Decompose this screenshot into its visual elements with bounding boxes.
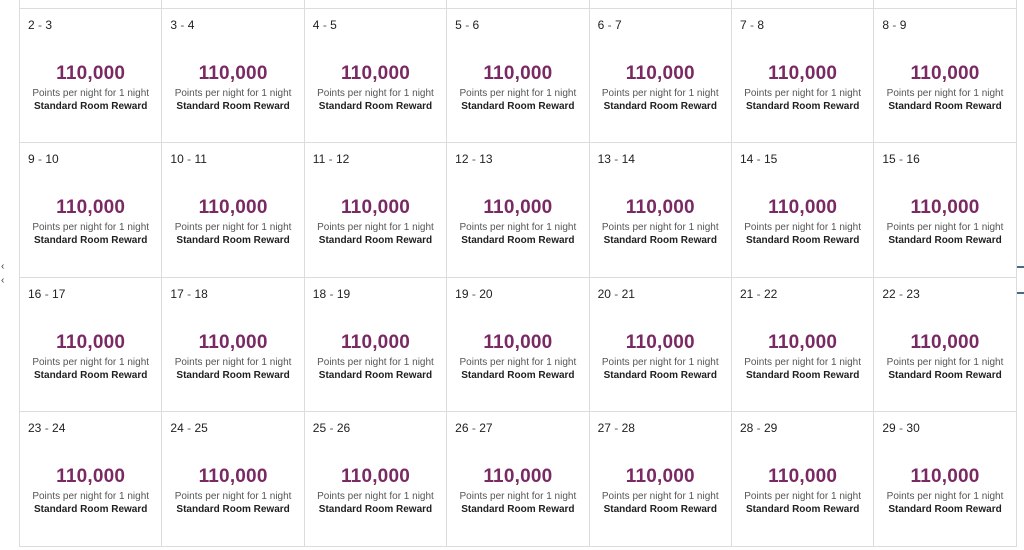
calendar-day-cell[interactable] <box>732 278 874 413</box>
calendar-day-cell[interactable] <box>732 0 874 9</box>
check-out-date: 22 <box>764 286 778 301</box>
date-range <box>455 287 492 301</box>
points-value: 110,000 <box>198 466 268 487</box>
points-label: Points per night for 1 night <box>886 222 1004 233</box>
date-separator: - <box>756 152 761 166</box>
date-separator: - <box>44 286 49 301</box>
date-range <box>598 421 635 435</box>
points-label: Points per night for 1 night <box>174 356 292 368</box>
date-range <box>740 152 777 166</box>
date-separator: - <box>187 152 192 166</box>
date-separator: - <box>329 421 334 435</box>
check-in-date: 7 <box>739 17 747 32</box>
date-range <box>313 287 350 301</box>
points-value: 110,000 <box>768 62 838 84</box>
calendar-day-cell[interactable] <box>732 143 874 278</box>
calendar-day-cell[interactable] <box>162 9 304 144</box>
check-out-date: 5 <box>330 17 337 32</box>
date-range <box>882 152 919 166</box>
calendar-day-cell[interactable] <box>305 278 447 413</box>
check-out-date: 9 <box>899 17 907 32</box>
check-out-date: 11 <box>194 152 207 166</box>
date-separator: - <box>465 17 470 32</box>
check-out-date: 26 <box>336 421 351 435</box>
reward-type: Standard Room Reward <box>745 100 860 112</box>
date-range <box>313 18 337 32</box>
calendar-day-cell[interactable] <box>874 412 1016 547</box>
date-separator: - <box>892 17 897 32</box>
points-value: 110,000 <box>910 466 980 487</box>
points-label: Points per night for 1 night <box>744 87 862 99</box>
check-out-date: 16 <box>906 152 920 166</box>
check-out-date: 3 <box>45 17 53 32</box>
date-separator: - <box>187 421 192 435</box>
reward-type: Standard Room Reward <box>461 504 575 515</box>
date-range <box>28 152 59 166</box>
date-range <box>313 152 350 166</box>
points-value: 110,000 <box>198 197 268 218</box>
points-value: 110,000 <box>56 197 126 218</box>
date-separator: - <box>471 286 476 301</box>
check-in-date: 24 <box>170 421 184 435</box>
date-separator: - <box>322 17 327 32</box>
date-separator: - <box>44 421 49 435</box>
reward-type: Standard Room Reward <box>461 369 575 381</box>
check-out-date: 30 <box>906 421 920 435</box>
date-separator: - <box>899 421 904 435</box>
calendar-day-cell[interactable] <box>20 412 162 547</box>
date-separator: - <box>187 286 192 301</box>
reward-type: Standard Room Reward <box>603 100 717 112</box>
check-in-date: 14 <box>739 152 754 166</box>
date-range <box>740 287 777 301</box>
check-out-date: 23 <box>906 286 920 301</box>
calendar-day-cell[interactable] <box>447 143 589 278</box>
check-out-date: 6 <box>472 17 480 32</box>
points-label: Points per night for 1 night <box>601 222 719 233</box>
calendar-grid <box>19 0 1018 547</box>
check-out-date: 21 <box>621 286 635 301</box>
calendar-day-cell[interactable] <box>20 278 162 413</box>
calendar-day-cell[interactable] <box>447 412 589 547</box>
check-out-date: 17 <box>52 286 66 301</box>
points-label: Points per night for 1 night <box>459 356 577 368</box>
check-in-date: 18 <box>312 286 327 301</box>
reward-type: Standard Room Reward <box>603 369 717 381</box>
check-in-date: 26 <box>455 421 469 435</box>
calendar-day-cell[interactable] <box>874 278 1016 413</box>
calendar-day-cell[interactable] <box>305 412 447 547</box>
calendar-day-cell[interactable] <box>305 143 447 278</box>
calendar-day-cell[interactable] <box>162 412 304 547</box>
check-in-date: 13 <box>597 152 611 166</box>
calendar-day-cell[interactable] <box>162 278 304 413</box>
points-label: Points per night for 1 night <box>601 356 719 368</box>
reward-type: Standard Room Reward <box>888 235 1002 246</box>
date-range <box>598 18 622 32</box>
points-value: 110,000 <box>198 331 268 353</box>
reward-type: Standard Room Reward <box>318 504 433 515</box>
points-label: Points per night for 1 night <box>459 491 577 502</box>
reward-type: Standard Room Reward <box>176 369 290 381</box>
check-in-date: 4 <box>312 17 320 32</box>
calendar-day-cell[interactable] <box>447 9 589 144</box>
date-range <box>598 152 635 166</box>
date-range <box>28 287 65 301</box>
check-in-date: 21 <box>739 286 754 301</box>
check-in-date: 29 <box>882 421 896 435</box>
points-label: Points per night for 1 night <box>744 491 862 502</box>
reward-type: Standard Room Reward <box>176 100 290 112</box>
reward-type: Standard Room Reward <box>318 100 433 112</box>
calendar-day-cell[interactable] <box>162 143 304 278</box>
date-range <box>882 287 919 301</box>
date-separator: - <box>329 286 334 301</box>
check-in-date: 5 <box>455 17 462 32</box>
calendar-day-cell[interactable] <box>447 0 589 9</box>
reward-type: Standard Room Reward <box>34 235 148 246</box>
calendar-day-cell[interactable] <box>590 412 732 547</box>
reward-type: Standard Room Reward <box>461 235 575 246</box>
calendar-day-cell[interactable] <box>447 278 589 413</box>
points-label: Points per night for 1 night <box>886 87 1004 99</box>
date-range <box>28 18 52 32</box>
points-label: Points per night for 1 night <box>317 87 434 99</box>
date-separator: - <box>471 152 476 166</box>
check-in-date: 10 <box>170 152 184 166</box>
date-range <box>740 421 777 435</box>
points-label: Points per night for 1 night <box>32 491 150 502</box>
date-separator: - <box>38 17 43 32</box>
date-separator: - <box>756 286 761 301</box>
points-label: Points per night for 1 night <box>601 87 719 99</box>
calendar-day-cell[interactable] <box>305 0 447 9</box>
reward-type: Standard Room Reward <box>176 235 290 246</box>
calendar-day-cell[interactable] <box>590 143 732 278</box>
check-out-date: 29 <box>764 421 778 435</box>
check-in-date: 8 <box>882 17 890 32</box>
date-separator: - <box>38 152 43 166</box>
reward-type: Standard Room Reward <box>603 504 717 515</box>
points-label: Points per night for 1 night <box>174 222 292 233</box>
check-in-date: 22 <box>882 286 896 301</box>
date-separator: - <box>328 152 333 166</box>
check-in-date: 27 <box>597 421 611 435</box>
reward-type: Standard Room Reward <box>318 369 433 381</box>
date-separator: - <box>471 421 476 435</box>
points-label: Points per night for 1 night <box>744 356 862 368</box>
date-range <box>170 287 207 301</box>
reward-type: Standard Room Reward <box>34 100 148 112</box>
points-value: 110,000 <box>340 62 410 84</box>
points-value: 110,000 <box>768 331 838 353</box>
check-in-date: 23 <box>28 421 42 435</box>
check-out-date: 18 <box>194 286 208 301</box>
date-range <box>170 421 207 435</box>
reward-type: Standard Room Reward <box>603 235 717 246</box>
points-value: 110,000 <box>483 62 553 84</box>
check-out-date: 14 <box>621 152 635 166</box>
reward-type: Standard Room Reward <box>745 369 860 381</box>
check-out-date: 15 <box>764 152 778 166</box>
points-value: 110,000 <box>910 62 980 84</box>
date-range <box>455 421 492 435</box>
reward-type: Standard Room Reward <box>461 100 575 112</box>
points-label: Points per night for 1 night <box>174 87 292 99</box>
check-in-date: 15 <box>882 152 896 166</box>
date-range <box>740 18 764 32</box>
date-separator: - <box>614 286 619 301</box>
points-value: 110,000 <box>340 331 410 353</box>
points-label: Points per night for 1 night <box>174 491 292 502</box>
check-in-date: 2 <box>28 17 35 32</box>
date-range <box>170 152 207 166</box>
calendar-day-cell[interactable] <box>732 412 874 547</box>
points-label: Points per night for 1 night <box>32 222 150 233</box>
points-value: 110,000 <box>198 62 268 84</box>
points-value: 110,000 <box>56 331 126 353</box>
date-separator: - <box>607 17 612 32</box>
check-in-date: 12 <box>455 152 469 166</box>
points-value: 110,000 <box>483 331 553 353</box>
check-out-date: 10 <box>45 152 59 166</box>
date-range <box>313 421 350 435</box>
left-edge-marker <box>1 262 7 296</box>
points-label: Points per night for 1 night <box>317 356 434 368</box>
points-value: 110,000 <box>625 331 695 353</box>
points-value: 110,000 <box>483 197 553 218</box>
date-range <box>455 18 479 32</box>
calendar-day-cell[interactable] <box>590 278 732 413</box>
check-out-date: 4 <box>187 17 195 32</box>
points-value: 110,000 <box>483 466 553 487</box>
points-value: 110,000 <box>768 197 838 218</box>
check-out-date: 25 <box>194 421 208 435</box>
points-value: 110,000 <box>625 466 695 487</box>
points-label: Points per night for 1 night <box>744 222 862 233</box>
check-in-date: 17 <box>170 286 184 301</box>
points-label: Points per night for 1 night <box>601 491 719 502</box>
points-value: 110,000 <box>910 197 980 218</box>
points-value: 110,000 <box>56 466 126 487</box>
left-edge-mark: ‹ <box>1 275 5 286</box>
points-value: 110,000 <box>625 197 695 218</box>
check-out-date: 8 <box>757 17 765 32</box>
date-range <box>598 287 635 301</box>
reward-type: Standard Room Reward <box>318 235 433 246</box>
calendar-day-cell[interactable] <box>874 143 1016 278</box>
check-out-date: 13 <box>479 152 493 166</box>
check-out-date: 24 <box>52 421 66 435</box>
date-separator: - <box>614 152 619 166</box>
points-label: Points per night for 1 night <box>32 356 150 368</box>
points-value: 110,000 <box>340 197 410 218</box>
date-range <box>455 152 492 166</box>
points-label: Points per night for 1 night <box>459 222 577 233</box>
points-label: Points per night for 1 night <box>317 222 434 233</box>
date-separator: - <box>749 17 754 32</box>
check-out-date: 28 <box>621 421 635 435</box>
check-in-date: 20 <box>597 286 611 301</box>
calendar-day-cell[interactable] <box>590 0 732 9</box>
calendar-day-cell[interactable] <box>20 9 162 144</box>
check-in-date: 11 <box>312 152 326 166</box>
check-in-date: 9 <box>28 152 35 166</box>
points-value: 110,000 <box>56 62 126 84</box>
check-in-date: 16 <box>28 286 42 301</box>
left-edge-mark: ‹ <box>1 261 5 272</box>
points-value: 110,000 <box>768 466 838 487</box>
reward-type: Standard Room Reward <box>745 235 860 246</box>
check-out-date: 12 <box>335 152 350 166</box>
check-out-date: 27 <box>479 421 493 435</box>
check-in-date: 6 <box>597 17 605 32</box>
calendar-day-cell[interactable] <box>20 0 162 9</box>
calendar-day-cell[interactable] <box>305 9 447 144</box>
date-separator: - <box>899 152 904 166</box>
check-in-date: 25 <box>312 421 327 435</box>
check-in-date: 28 <box>739 421 754 435</box>
date-separator: - <box>899 286 904 301</box>
calendar-day-cell[interactable] <box>162 0 304 9</box>
reward-type: Standard Room Reward <box>888 369 1002 381</box>
points-value: 110,000 <box>910 331 980 353</box>
points-value: 110,000 <box>625 62 695 84</box>
date-range <box>882 421 919 435</box>
calendar-day-cell[interactable] <box>874 0 1016 9</box>
date-separator: - <box>614 421 619 435</box>
points-label: Points per night for 1 night <box>317 491 434 502</box>
check-out-date: 20 <box>479 286 493 301</box>
calendar-day-cell[interactable] <box>874 9 1016 144</box>
points-value: 110,000 <box>340 466 410 487</box>
check-out-date: 19 <box>336 286 351 301</box>
calendar-day-cell[interactable] <box>20 143 162 278</box>
points-label: Points per night for 1 night <box>459 87 577 99</box>
reward-type: Standard Room Reward <box>34 369 148 381</box>
date-range <box>170 18 194 32</box>
date-range <box>28 421 65 435</box>
reward-type: Standard Room Reward <box>888 100 1002 112</box>
points-label: Points per night for 1 night <box>886 491 1004 502</box>
points-label: Points per night for 1 night <box>886 356 1004 368</box>
points-label: Points per night for 1 night <box>32 87 150 99</box>
check-in-date: 19 <box>455 286 469 301</box>
check-in-date: 3 <box>170 17 178 32</box>
calendar-day-cell[interactable] <box>590 9 732 144</box>
date-separator: - <box>180 17 185 32</box>
date-separator: - <box>756 421 761 435</box>
reward-type: Standard Room Reward <box>176 504 290 515</box>
check-out-date: 7 <box>614 17 622 32</box>
reward-type: Standard Room Reward <box>34 504 148 515</box>
reward-type: Standard Room Reward <box>745 504 860 515</box>
calendar-day-cell[interactable] <box>732 9 874 144</box>
reward-type: Standard Room Reward <box>888 504 1002 515</box>
date-range <box>882 18 906 32</box>
